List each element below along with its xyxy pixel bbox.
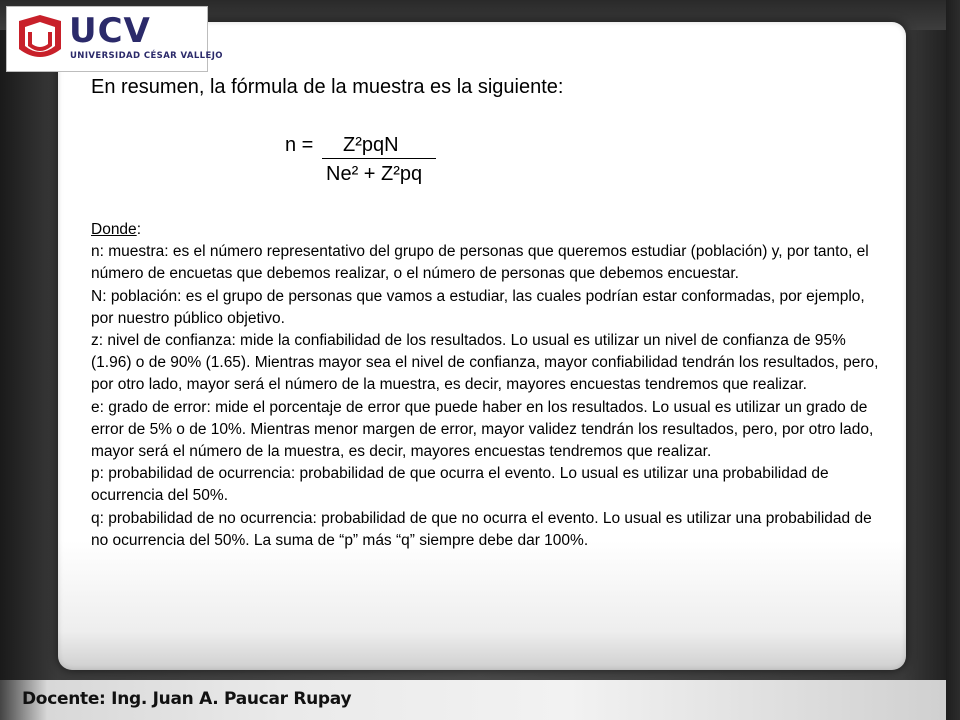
definition-symbol: n [91,243,100,261]
definition-symbol: N [91,287,103,305]
donde-label: Donde [91,221,137,238]
formula-denominator: Ne² + Z²pq [326,163,423,185]
logo-name: UCV [69,11,151,51]
definition-text: : muestra: es el número representativo del grupo de personas que queremos estudiar (población) y, por tanto, el número de encuetas que debemos realizar, o el número de personas que debemos encuestar. [91,243,869,283]
definition-e [91,397,881,464]
definition-text: : nivel de confianza: mide la confiabilidad de los resultados. Lo usual es utilizar un nivel de confianza de 95% (1.96) o de 90% (1.65). Mientras mayor sea el nivel de confianza, mayor confiabilidad tendrán los resultados, pero, por otro lado, mayor será el número de la muestra, es decir, mayores encuestas tendremos que realizar. [91,332,879,394]
formula-numerator: Z²pqN [343,134,399,156]
instructor-credit: Docente: Ing. Juan A. Paucar Rupay [22,689,352,709]
right-dark-strip [946,0,960,720]
logo-subtitle: UNIVERSIDAD CÉSAR VALLEJO [70,51,223,61]
definition-p [91,463,881,507]
definition-symbol: e [91,398,100,416]
definition-N [91,286,881,330]
university-logo [6,6,223,72]
fraction-bar [322,158,436,159]
definitions-list [91,219,881,552]
definition-symbol: z [91,332,99,350]
definition-symbol: p [91,465,100,483]
definition-n [91,241,881,285]
ucv-emblem-icon [17,15,63,65]
definition-text: : probabilidad de ocurrencia: probabilidad de que ocurra el evento. Lo usual es utilizar una probabilidad de ocurrencia del 50%. [91,465,829,505]
definition-z [91,330,881,397]
definition-text: : probabilidad de no ocurrencia: probabilidad de que no ocurra el evento. Lo usual es utilizar una probabilidad de no ocurrencia del 50%. La suma de “p” más “q” siempre debe dar 100%. [91,509,872,549]
footer-bar [0,680,946,720]
definition-q [91,508,881,552]
definition-symbol: q [91,509,100,527]
donde-line: Donde: [91,221,141,238]
definition-text: : población: es el grupo de personas que vamos a estudiar, las cuales podrían estar conformadas, por ejemplo, por nuestro público objetivo. [91,287,865,327]
slide-heading: En resumen, la fórmula de la muestra es la siguiente: [91,76,564,98]
formula-lhs: n = [285,134,314,156]
definition-text: : grado de error: mide el porcentaje de error que puede haber en los resultados. Lo usual es utilizar un grado de error de 5% o de 10%. Mientras menor margen de error, mayor validez tendrán los resultados, pero, por otro lado, mayor será el número de la muestra, es decir, mayores encuestas tendremos que realizar. [91,398,874,461]
